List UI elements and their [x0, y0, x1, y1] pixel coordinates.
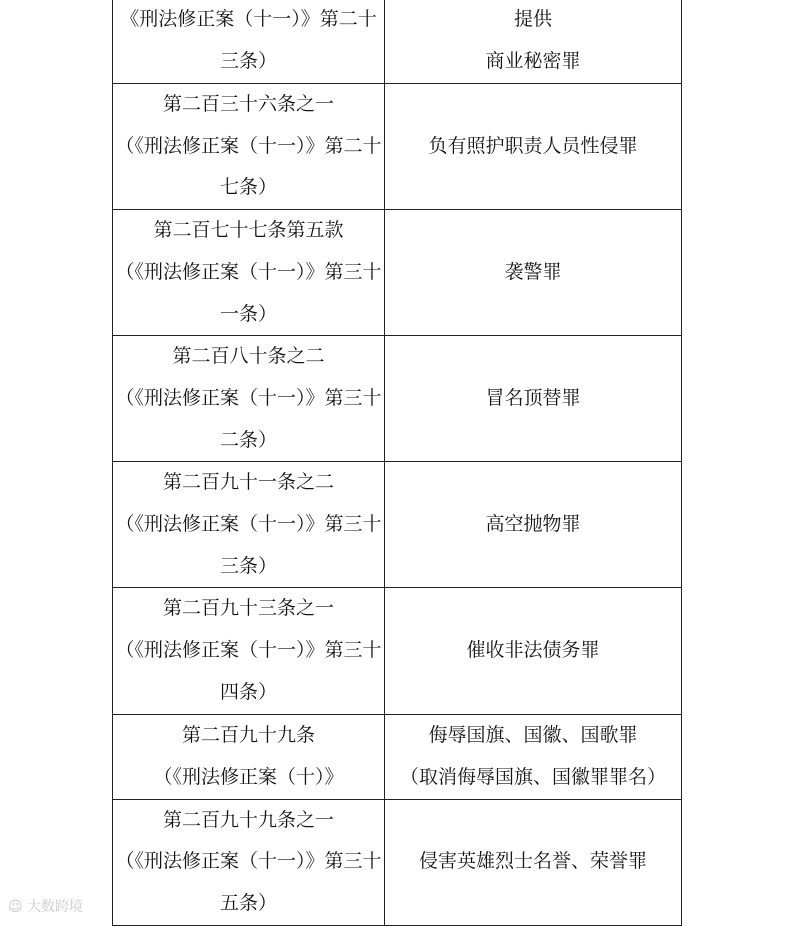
article-line: （《刑法修正案（十一）》第三十	[115, 639, 382, 662]
article-line: 一条）	[219, 302, 277, 325]
crime-cell	[385, 588, 682, 714]
article-cell	[113, 336, 385, 462]
table-row	[113, 588, 682, 714]
article-line: 第二百九十一条之二	[162, 471, 334, 494]
crime-line: 侮辱国旗、国徽、国歌罪	[428, 723, 638, 746]
article-line: （《刑法修正案（十）》	[153, 765, 344, 788]
article-line: 第二百八十条之二	[172, 345, 325, 368]
article-line: 二条）	[219, 428, 277, 451]
article-line: 七条）	[219, 176, 277, 199]
watermark	[8, 896, 83, 916]
article-line: 第二百九十三条之一	[162, 597, 334, 620]
crime-line: 袭警罪	[504, 260, 562, 283]
table-row	[113, 336, 682, 462]
article-line: 四条）	[219, 680, 277, 703]
article-cell	[113, 462, 385, 588]
article-cell	[113, 0, 385, 84]
crime-line: 催收非法债务罪	[466, 639, 600, 662]
watermark-logo-icon: ☺	[8, 899, 23, 915]
article-line: （《刑法修正案（十一）》第三十	[115, 513, 382, 536]
crime-cell	[385, 336, 682, 462]
table-row	[113, 462, 682, 588]
article-line: （《刑法修正案（十一）》第三十	[115, 850, 382, 873]
table-row	[113, 84, 682, 210]
crime-cell	[385, 84, 682, 210]
article-cell	[113, 84, 385, 210]
crime-line: 提供	[513, 8, 552, 31]
article-line: （《刑法修正案（十一）》第三十	[115, 260, 382, 283]
article-line: 第二百九十九条之一	[162, 808, 334, 831]
crime-cell	[385, 714, 682, 799]
table-row	[113, 714, 682, 799]
crime-cell	[385, 0, 682, 84]
crime-cell	[385, 462, 682, 588]
article-line: （《刑法修正案（十一）》第三十	[115, 386, 382, 409]
table-row	[113, 799, 682, 925]
article-cell	[113, 210, 385, 336]
article-line: 《刑法修正案（十一）》第二十	[120, 8, 377, 31]
article-line: 五条）	[219, 891, 277, 914]
crime-line: （取消侮辱国旗、国徽罪罪名）	[399, 765, 666, 788]
article-cell	[113, 714, 385, 799]
crime-cell	[385, 799, 682, 925]
crime-table	[112, 0, 682, 926]
crime-line: 负有照护职责人员性侵罪	[428, 134, 638, 157]
article-cell	[113, 588, 385, 714]
crime-line: 侵害英雄烈士名誉、荣誉罪	[418, 850, 647, 873]
crime-line: 冒名顶替罪	[485, 386, 581, 409]
watermark-text: 大数跨境	[27, 899, 84, 915]
article-line: 第二百九十九条	[181, 723, 315, 746]
article-line: （《刑法修正案（十一）》第二十	[115, 134, 382, 157]
crime-cell	[385, 210, 682, 336]
article-line: 第二百三十六条之一	[162, 93, 334, 115]
article-cell	[113, 799, 385, 925]
article-line: 第二百七十七条第五款	[153, 219, 344, 242]
article-line: 三条）	[219, 554, 277, 577]
table-row	[113, 210, 682, 336]
article-line: 三条）	[219, 50, 277, 72]
table-row	[113, 0, 682, 84]
crime-line: 高空抛物罪	[485, 513, 581, 536]
crime-line: 商业秘密罪	[485, 50, 581, 72]
